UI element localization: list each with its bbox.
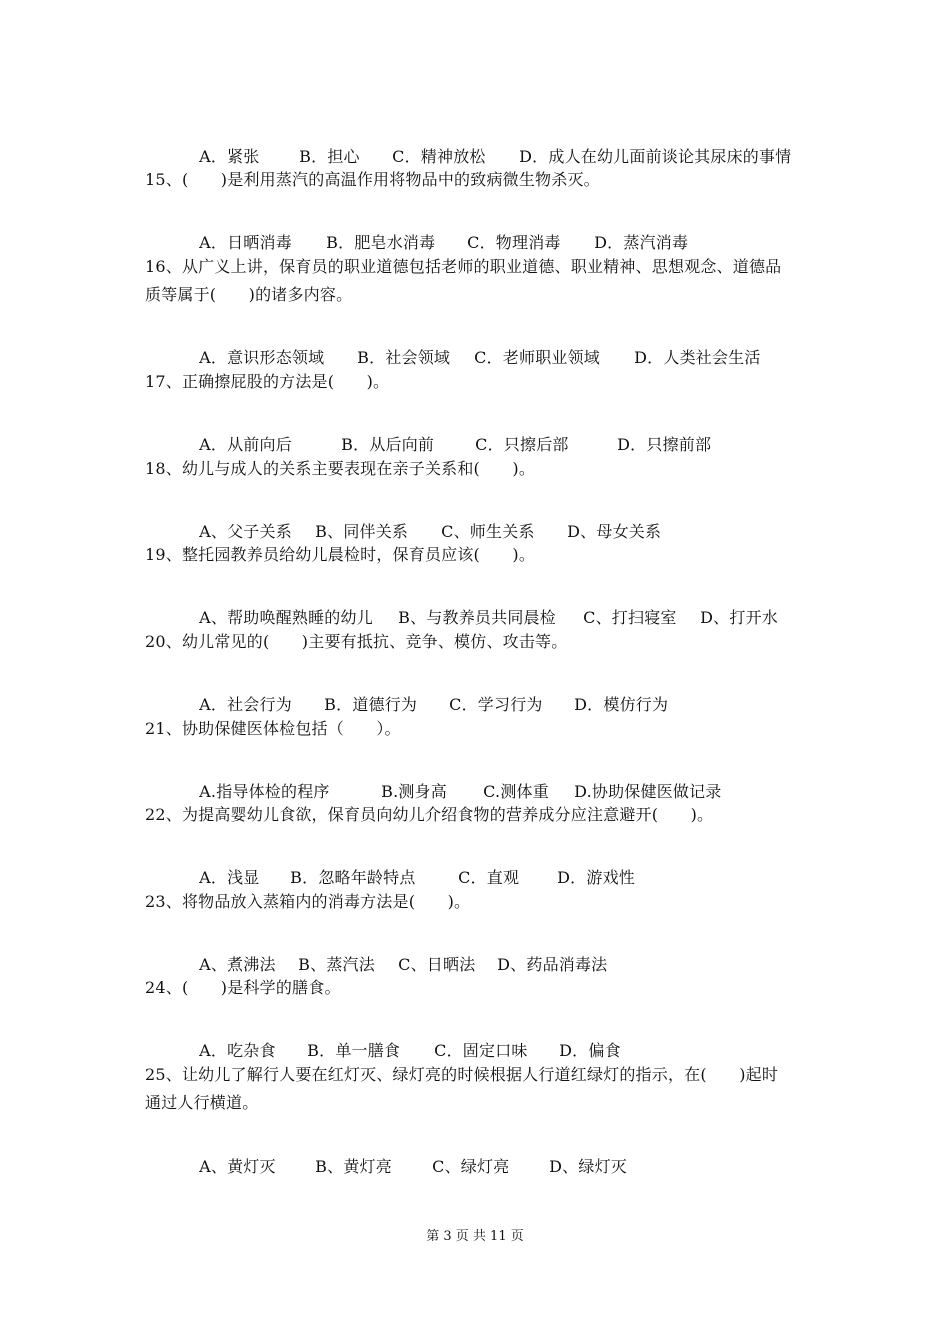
option-b: B．从后向前: [341, 435, 435, 454]
option-a: A、煮沸法: [199, 955, 276, 974]
option-d: D.协助保健医做记录: [574, 782, 722, 801]
question-25-line-2: 通过人行横道。: [145, 1093, 259, 1112]
option-b: B.测身高: [381, 782, 448, 801]
option-b: B．单一膳食: [307, 1041, 401, 1060]
option-d: D、打开水: [700, 608, 778, 627]
option-b: B、蒸汽法: [298, 955, 375, 974]
question-25-line-1: 25、让幼儿了解行人要在红灯灭、绿灯亮的时候根据人行道红绿灯的指示，在( )起时: [145, 1065, 779, 1084]
question-16-line-2: 质等属于( )的诸多内容。: [145, 285, 353, 304]
option-b: B、同伴关系: [315, 522, 409, 541]
option-c: C．只擦后部: [475, 435, 569, 454]
question-21: 21、协助保健医体检包括（ ）。: [145, 719, 401, 738]
option-c: C.测体重: [483, 782, 549, 801]
page-footer: 第 3 页 共 11 页: [426, 1229, 524, 1244]
option-b: B、与教养员共同晨检: [398, 608, 556, 627]
option-b: B．担心: [299, 147, 360, 166]
option-b: B．肥皂水消毒: [326, 233, 436, 252]
option-c: C、打扫寝室: [583, 608, 677, 627]
option-b: B．社会领域: [357, 348, 451, 367]
option-d: D．成人在幼儿面前谈论其尿床的事情: [519, 147, 792, 166]
option-a: A、黄灯灭: [199, 1157, 276, 1176]
option-a: A．从前向后: [199, 435, 292, 454]
question-19: 19、整托园教养员给幼儿晨检时，保育员应该( )。: [145, 545, 536, 564]
option-a: A．紧张: [199, 147, 260, 166]
option-d: D、绿灯灭: [549, 1157, 627, 1176]
option-a: A.指导体检的程序: [199, 782, 330, 801]
option-c: C、日晒法: [398, 955, 476, 974]
option-b: B．道德行为: [324, 695, 418, 714]
question-17: 17、正确擦屁股的方法是( )。: [145, 372, 390, 391]
option-b: B．忽略年龄特点: [290, 868, 416, 887]
option-a: A．浅显: [199, 868, 260, 887]
option-c: C．精神放松: [392, 147, 486, 166]
question-22: 22、为提高婴幼儿食欲，保育员向幼儿介绍食物的营养成分应注意避开( )。: [145, 805, 714, 824]
option-c: C．固定口味: [434, 1041, 528, 1060]
question-15: 15、( )是利用蒸汽的高温作用将物品中的致病微生物杀灭。: [145, 170, 600, 189]
option-d: D、母女关系: [567, 522, 662, 541]
option-a: A．日晒消毒: [199, 233, 292, 252]
option-a: A．吃杂食: [199, 1041, 276, 1060]
option-c: C、绿灯亮: [432, 1157, 510, 1176]
option-d: D．游戏性: [557, 868, 635, 887]
option-c: C、师生关系: [441, 522, 535, 541]
option-a: A、帮助唤醒熟睡的幼儿: [199, 608, 373, 627]
option-b: B、黄灯亮: [315, 1157, 392, 1176]
option-c: C．物理消毒: [467, 233, 561, 252]
question-24: 24、( )是科学的膳食。: [145, 978, 341, 997]
option-d: D、药品消毒法: [497, 955, 608, 974]
option-a: A、父子关系: [199, 522, 292, 541]
question-23: 23、将物品放入蒸箱内的消毒方法是( )。: [145, 892, 471, 911]
option-c: C．老师职业领域: [474, 348, 600, 367]
option-c: C．直观: [458, 868, 520, 887]
option-d: D．人类社会生活: [634, 348, 761, 367]
question-16-line-1: 16、从广义上讲，保育员的职业道德包括老师的职业道德、职业精神、思想观念、道德品: [145, 257, 782, 276]
option-a: A．社会行为: [199, 695, 292, 714]
option-c: C．学习行为: [449, 695, 543, 714]
option-d: D．只擦前部: [617, 435, 712, 454]
option-d: D．偏食: [559, 1041, 621, 1060]
question-20: 20、幼儿常见的( )主要有抵抗、竞争、模仿、攻击等。: [145, 632, 568, 651]
question-18: 18、幼儿与成人的关系主要表现在亲子关系和( )。: [145, 459, 536, 478]
options-q25: [178, 1137, 627, 1197]
option-d: D．模仿行为: [574, 695, 669, 714]
option-d: D．蒸汽消毒: [594, 233, 689, 252]
option-a: A．意识形态领域: [199, 348, 325, 367]
